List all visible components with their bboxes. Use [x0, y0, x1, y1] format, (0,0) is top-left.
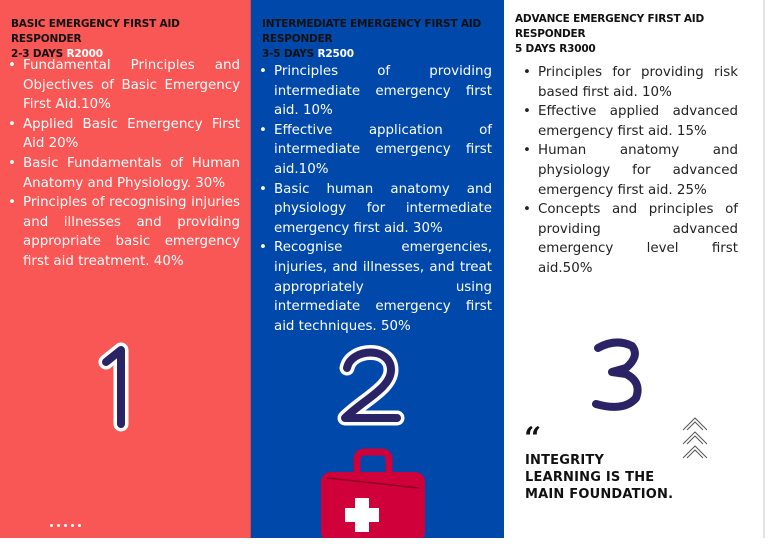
list-item: • Basic human anatomy and physiology for intermediate emergency first aid. 30%	[259, 180, 492, 239]
chevrons-up-icon	[681, 416, 711, 468]
first-aid-kit-icon	[319, 448, 429, 538]
intermediate-course-header	[262, 17, 492, 62]
intermediate-course-column	[251, 0, 504, 538]
quote-mark-icon: “	[524, 421, 542, 456]
list-item: • Principles for providing risk based first aid. 10%	[523, 63, 738, 102]
course-days: 5 DAYS	[515, 43, 556, 55]
intermediate-course-topics	[259, 62, 492, 336]
list-item: • Concepts and principles of providing advanced emergency level first aid.50%	[523, 200, 738, 278]
number-three-graphic	[588, 336, 648, 416]
course-title: ADVANCE EMERGENCY FIRST AID RESPONDER	[515, 13, 705, 40]
number-two-graphic	[333, 340, 413, 430]
list-item: • Principles of recognising injuries and illnesses and providing appropriate basic emergency first aid treatment. 40%	[8, 193, 240, 271]
advance-course-header	[515, 12, 763, 57]
motto-quote	[525, 452, 673, 503]
course-price: R2500	[317, 48, 354, 60]
quote-line: LEARNING IS THE	[525, 470, 655, 485]
quote-line: MAIN FOUNDATION.	[525, 487, 674, 502]
course-price: R2000	[66, 48, 103, 60]
course-days: 2-3 DAYS	[11, 48, 64, 60]
quote-line: INTEGRITY	[525, 453, 605, 468]
list-item: • Effective application of intermediate emergency first aid.10%	[259, 121, 492, 180]
list-item: • Principles of providing intermediate emergency first aid. 10%	[259, 62, 492, 121]
number-one-graphic	[88, 340, 148, 435]
basic-course-column	[0, 0, 251, 538]
course-price: R3000	[559, 43, 596, 55]
list-item: • Effective applied advanced emergency first aid. 15%	[523, 102, 738, 141]
advance-course-topics	[523, 63, 738, 279]
list-item: • Human anatomy and physiology for advanced emergency first aid. 25%	[523, 141, 738, 200]
decorative-dots	[48, 512, 88, 550]
list-item: • Fundamental Principles and Objectives of Basic Emergency First Aid.10%	[8, 56, 240, 115]
list-item: • Basic Fundamentals of Human Anatomy and Physiology. 30%	[8, 154, 240, 193]
list-item: • Recognise emergencies, injuries, and illnesses, and treat appropriately using intermediate emergency first aid techniques. 50%	[259, 238, 492, 336]
list-item: • Applied Basic Emergency First Aid 20%	[8, 115, 240, 154]
course-title: BASIC EMERGENCY FIRST AID RESPONDER	[11, 18, 180, 45]
course-days: 3-5 DAYS	[262, 48, 315, 60]
basic-course-topics	[8, 56, 240, 272]
course-title: INTERMEDIATE EMERGENCY FIRST AID RESPONDER	[262, 18, 481, 45]
